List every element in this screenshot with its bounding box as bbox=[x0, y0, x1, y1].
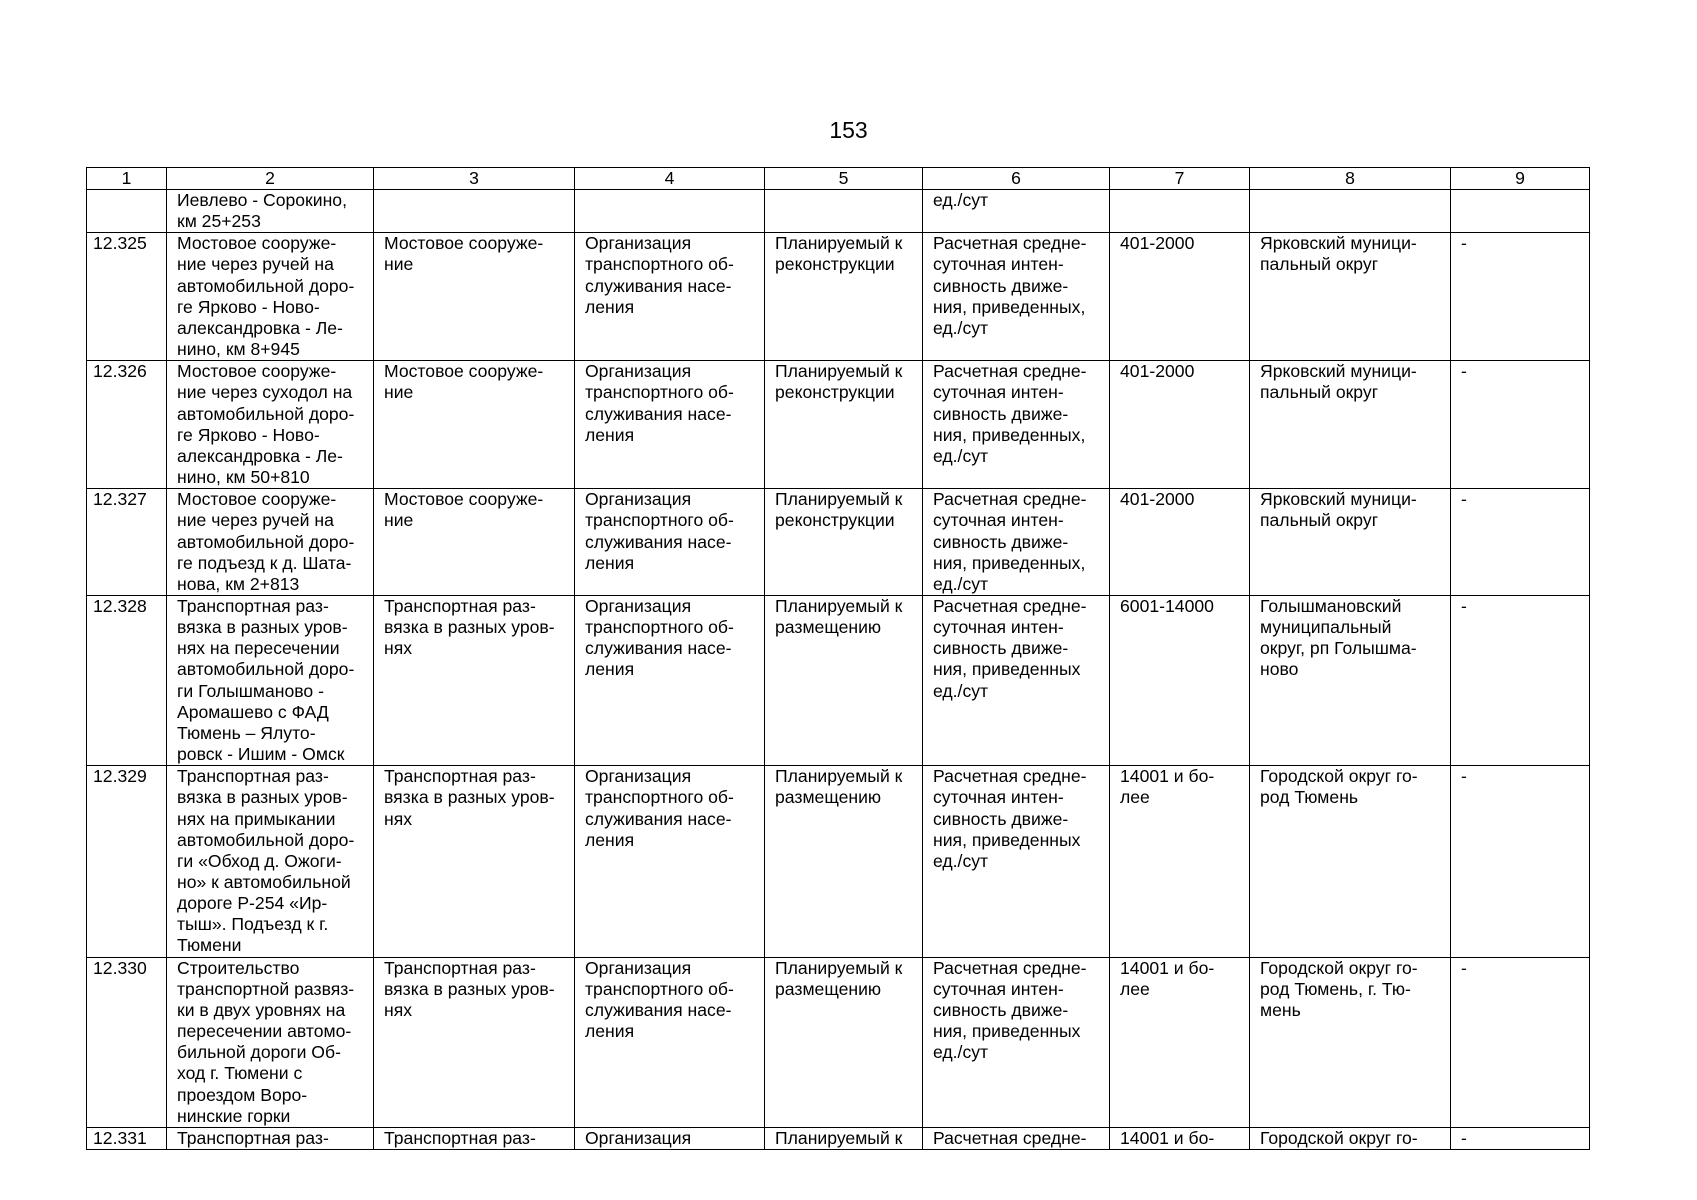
cell-number bbox=[87, 595, 167, 765]
cell-text-line: автомобильной доро- bbox=[177, 531, 355, 552]
cell-text-line: ге Ярково - Ново- bbox=[177, 296, 320, 317]
cell-text-line: муниципальный bbox=[1260, 617, 1392, 638]
cell-purpose bbox=[575, 957, 765, 1127]
cell-text-line: служивания насе- bbox=[585, 275, 732, 296]
cell-text-line: Тюмени bbox=[177, 935, 242, 956]
cell-text-line: ления bbox=[585, 829, 635, 850]
cell-text-line: Транспортная раз- bbox=[177, 766, 329, 787]
cell-text-line: Транспортная раз- bbox=[384, 957, 536, 978]
cell-text-line: ления bbox=[585, 659, 635, 680]
cell-text-line: вязка в разных уров- bbox=[384, 978, 555, 999]
cell-text-line: Мостовое сооруже- bbox=[384, 361, 544, 382]
cell-text-line: ед./сут bbox=[933, 190, 989, 210]
cell-text-line: лее bbox=[1120, 978, 1150, 999]
cell-zone bbox=[1451, 190, 1590, 233]
cell-status bbox=[765, 1127, 923, 1149]
column-header: 5 bbox=[765, 168, 923, 190]
cell-text-line: км 25+253 bbox=[177, 211, 261, 232]
cell-text-line: Планируемый к bbox=[775, 233, 903, 254]
cell-text-line: сивность движе- bbox=[933, 275, 1069, 296]
cell-text-line: ге подъезд к д. Шата- bbox=[177, 552, 352, 573]
cell-purpose bbox=[575, 190, 765, 233]
cell-text-line: 12.327 bbox=[93, 489, 147, 510]
cell-purpose bbox=[575, 361, 765, 489]
cell-text-line: нинские горки bbox=[177, 1105, 291, 1126]
cell-status bbox=[765, 766, 923, 957]
cell-text-line: транспортного об- bbox=[585, 978, 734, 999]
cell-text-line: размещению bbox=[775, 978, 882, 999]
cell-text-line: транспортного об- bbox=[585, 382, 734, 403]
cell-text-line: транспортного об- bbox=[585, 254, 734, 275]
cell-text-line: суточная интен- bbox=[933, 978, 1064, 999]
cell-text-line: сивность движе- bbox=[933, 999, 1069, 1020]
cell-type bbox=[374, 766, 575, 957]
cell-text-line: Планируемый к bbox=[775, 595, 903, 616]
cell-text-line: пальный округ bbox=[1260, 254, 1379, 275]
column-header: 4 bbox=[575, 168, 765, 190]
cell-text-line: - bbox=[1461, 766, 1467, 787]
cell-text-line: 12.328 bbox=[93, 595, 147, 616]
page-number: 153 bbox=[829, 117, 868, 143]
column-header: 1 bbox=[87, 168, 167, 190]
cell-purpose bbox=[575, 233, 765, 361]
cell-text-line: ние bbox=[384, 510, 414, 531]
column-header: 2 bbox=[167, 168, 374, 190]
cell-text-line: Транспортная раз- bbox=[384, 595, 536, 616]
cell-type bbox=[374, 190, 575, 233]
cell-location bbox=[1250, 489, 1451, 596]
cell-text-line: 12.329 bbox=[93, 766, 147, 787]
column-header: 8 bbox=[1250, 168, 1451, 190]
cell-characteristic-value bbox=[1110, 957, 1250, 1127]
cell-text-line: Городской округ го- bbox=[1260, 1127, 1418, 1148]
cell-text-line: Ярковский муници- bbox=[1260, 233, 1417, 254]
cell-text-line: Планируемый к bbox=[775, 957, 903, 978]
cell-text-line: размещению bbox=[775, 787, 882, 808]
cell-text-line: Планируемый к bbox=[775, 766, 903, 787]
column-header: 3 bbox=[374, 168, 575, 190]
cell-text-line: 12.331 bbox=[93, 1127, 147, 1148]
cell-characteristic-name bbox=[923, 361, 1110, 489]
cell-text-line: мень bbox=[1260, 999, 1301, 1020]
cell-name bbox=[167, 1127, 374, 1149]
cell-text-line: транспортного об- bbox=[585, 617, 734, 638]
cell-text-line: ние через суходол на bbox=[177, 382, 353, 403]
cell-text-line: автомобильной доро- bbox=[177, 829, 355, 850]
cell-text-line: проездом Воро- bbox=[177, 1084, 308, 1105]
cell-characteristic-name bbox=[923, 957, 1110, 1127]
cell-text-line: ед./сут bbox=[933, 1042, 989, 1063]
cell-text-line: служивания насе- bbox=[585, 531, 732, 552]
cell-characteristic-name bbox=[923, 766, 1110, 957]
cell-text-line: Расчетная средне- bbox=[933, 957, 1087, 978]
cell-text-line: сивность движе- bbox=[933, 638, 1069, 659]
cell-text-line: Планируемый к bbox=[775, 489, 903, 510]
cell-text-line: Организация bbox=[585, 595, 692, 616]
table-body bbox=[87, 190, 1590, 1150]
cell-name bbox=[167, 190, 374, 233]
cell-number bbox=[87, 361, 167, 489]
cell-text-line: Организация bbox=[585, 361, 692, 382]
cell-text-line: Расчетная средне- bbox=[933, 233, 1087, 254]
cell-status bbox=[765, 957, 923, 1127]
cell-type bbox=[374, 489, 575, 596]
cell-status bbox=[765, 233, 923, 361]
cell-text-line: Строительство bbox=[177, 957, 300, 978]
cell-text-line: нях на пересечении bbox=[177, 638, 340, 659]
cell-text-line: - bbox=[1461, 595, 1467, 616]
cell-characteristic-name bbox=[923, 190, 1110, 233]
cell-text-line: автомобильной доро- bbox=[177, 659, 355, 680]
cell-text-line: вязка в разных уров- bbox=[384, 617, 555, 638]
cell-text-line: бильной дороги Об- bbox=[177, 1042, 341, 1063]
cell-location bbox=[1250, 1127, 1451, 1149]
cell-zone bbox=[1451, 595, 1590, 765]
cell-characteristic-name bbox=[923, 1127, 1110, 1149]
cell-text-line: ги «Обход д. Ожоги- bbox=[177, 850, 342, 871]
cell-characteristic-value bbox=[1110, 489, 1250, 596]
cell-text-line: Организация bbox=[585, 233, 692, 254]
cell-text-line: 401-2000 bbox=[1120, 361, 1195, 382]
cell-name bbox=[167, 766, 374, 957]
cell-text-line: вязка в разных уров- bbox=[384, 787, 555, 808]
cell-text-line: александровка - Ле- bbox=[177, 445, 343, 466]
cell-text-line: 14001 и бо- bbox=[1120, 1127, 1215, 1148]
cell-text-line: Мостовое сооруже- bbox=[384, 233, 544, 254]
cell-number bbox=[87, 766, 167, 957]
cell-text-line: Организация bbox=[585, 1127, 692, 1148]
cell-text-line: служивания насе- bbox=[585, 808, 732, 829]
cell-characteristic-value bbox=[1110, 361, 1250, 489]
cell-text-line: - bbox=[1461, 489, 1467, 510]
cell-characteristic-value bbox=[1110, 1127, 1250, 1149]
cell-zone bbox=[1451, 233, 1590, 361]
cell-text-line: суточная интен- bbox=[933, 510, 1064, 531]
cell-text-line: Транспортная раз- bbox=[384, 1127, 536, 1148]
cell-text-line: Тюмень – Ялуто- bbox=[177, 722, 316, 743]
cell-type bbox=[374, 957, 575, 1127]
cell-text-line: - bbox=[1461, 233, 1467, 254]
cell-text-line: округ, рп Голышма- bbox=[1260, 638, 1417, 659]
cell-text-line: 6001-14000 bbox=[1120, 595, 1214, 616]
cell-characteristic-name bbox=[923, 489, 1110, 596]
cell-text-line: суточная интен- bbox=[933, 382, 1064, 403]
cell-text-line: но» к автомобильной bbox=[177, 872, 351, 892]
table-row bbox=[87, 766, 1590, 957]
cell-text-line: ровск - Ишим - Омск bbox=[177, 744, 345, 765]
cell-text-line: Организация bbox=[585, 957, 692, 978]
cell-text-line: род Тюмень bbox=[1260, 787, 1359, 808]
cell-text-line: Иевлево - Сорокино, bbox=[177, 190, 347, 210]
cell-characteristic-name bbox=[923, 233, 1110, 361]
cell-text-line: автомобильной доро- bbox=[177, 403, 355, 424]
cell-text-line: ед./сут bbox=[933, 573, 989, 594]
cell-text-line: Транспортная раз- bbox=[177, 595, 329, 616]
cell-text-line: ния, приведенных bbox=[933, 1021, 1081, 1042]
cell-text-line: - bbox=[1461, 361, 1467, 382]
cell-text-line: суточная интен- bbox=[933, 787, 1064, 808]
cell-text-line: Расчетная средне- bbox=[933, 361, 1087, 382]
cell-purpose bbox=[575, 766, 765, 957]
cell-text-line: транспортного об- bbox=[585, 510, 734, 531]
cell-number bbox=[87, 957, 167, 1127]
column-header: 9 bbox=[1451, 168, 1590, 190]
cell-text-line: сивность движе- bbox=[933, 808, 1069, 829]
column-header: 6 bbox=[923, 168, 1110, 190]
cell-text-line: ние bbox=[384, 254, 414, 275]
table-row bbox=[87, 489, 1590, 596]
cell-text-line: Планируемый к bbox=[775, 361, 903, 382]
cell-text-line: ед./сут bbox=[933, 445, 989, 466]
cell-status bbox=[765, 190, 923, 233]
table-row bbox=[87, 957, 1590, 1127]
cell-text-line: ние bbox=[384, 382, 414, 403]
cell-text-line: Транспортная раз- bbox=[384, 766, 536, 787]
cell-text-line: служивания насе- bbox=[585, 999, 732, 1020]
cell-text-line: Мостовое сооруже- bbox=[177, 489, 337, 510]
cell-characteristic-value bbox=[1110, 190, 1250, 233]
cell-text-line: ход г. Тюмени с bbox=[177, 1063, 303, 1084]
cell-text-line: ки в двух уровнях на bbox=[177, 999, 346, 1020]
cell-text-line: Расчетная средне- bbox=[933, 766, 1087, 787]
cell-text-line: Мостовое сооруже- bbox=[177, 233, 337, 254]
cell-text-line: Голышмановский bbox=[1260, 595, 1402, 616]
cell-text-line: 12.325 bbox=[93, 233, 147, 254]
cell-text-line: нях bbox=[384, 999, 413, 1020]
cell-type bbox=[374, 1127, 575, 1149]
cell-text-line: Расчетная средне- bbox=[933, 1127, 1087, 1148]
cell-zone bbox=[1451, 766, 1590, 957]
cell-text-line: ед./сут bbox=[933, 317, 989, 338]
cell-characteristic-value bbox=[1110, 766, 1250, 957]
cell-text-line: Организация bbox=[585, 766, 692, 787]
cell-characteristic-name bbox=[923, 595, 1110, 765]
cell-text-line: тыш». Подъезд к г. bbox=[177, 914, 329, 935]
cell-text-line: транспортного об- bbox=[585, 787, 734, 808]
cell-text-line: - bbox=[1461, 957, 1467, 978]
table-row bbox=[87, 595, 1590, 765]
cell-text-line: Ярковский муници- bbox=[1260, 489, 1417, 510]
cell-text-line: 12.326 bbox=[93, 361, 147, 382]
cell-text-line: ед./сут bbox=[933, 850, 989, 871]
cell-name bbox=[167, 233, 374, 361]
table-row bbox=[87, 190, 1590, 233]
cell-text-line: реконструкции bbox=[775, 510, 895, 531]
cell-characteristic-value bbox=[1110, 595, 1250, 765]
cell-type bbox=[374, 233, 575, 361]
cell-purpose bbox=[575, 1127, 765, 1149]
cell-zone bbox=[1451, 957, 1590, 1127]
cell-text-line: ние через ручей на bbox=[177, 510, 334, 531]
cell-text-line: нино, км 8+945 bbox=[177, 339, 300, 360]
cell-text-line: Аромашево с ФАД bbox=[177, 701, 329, 722]
cell-status bbox=[765, 489, 923, 596]
cell-text-line: ления bbox=[585, 552, 635, 573]
cell-location bbox=[1250, 361, 1451, 489]
cell-status bbox=[765, 361, 923, 489]
cell-location bbox=[1250, 957, 1451, 1127]
cell-text-line: дороге Р-254 «Ир- bbox=[177, 893, 328, 914]
cell-text-line: 12.330 bbox=[93, 957, 147, 978]
cell-text-line: Мостовое сооруже- bbox=[177, 361, 337, 382]
cell-text-line: суточная интен- bbox=[933, 617, 1064, 638]
cell-text-line: Ярковский муници- bbox=[1260, 361, 1417, 382]
cell-location bbox=[1250, 190, 1451, 233]
cell-text-line: ления bbox=[585, 424, 635, 445]
cell-text-line: ново bbox=[1260, 659, 1299, 680]
cell-name bbox=[167, 957, 374, 1127]
table-row bbox=[87, 233, 1590, 361]
cell-text-line: ния, приведенных, bbox=[933, 296, 1086, 317]
cell-text-line: ния, приведенных bbox=[933, 829, 1081, 850]
cell-text-line: служивания насе- bbox=[585, 638, 732, 659]
cell-characteristic-value bbox=[1110, 233, 1250, 361]
cell-text-line: служивания насе- bbox=[585, 403, 732, 424]
cell-text-line: ления bbox=[585, 1021, 635, 1042]
cell-text-line: автомобильной доро- bbox=[177, 275, 355, 296]
cell-location bbox=[1250, 766, 1451, 957]
cell-zone bbox=[1451, 1127, 1590, 1149]
cell-text-line: ге Ярково - Ново- bbox=[177, 424, 320, 445]
cell-text-line: ления bbox=[585, 296, 635, 317]
cell-name bbox=[167, 489, 374, 596]
cell-text-line: нях bbox=[384, 808, 413, 829]
cell-text-line: реконструкции bbox=[775, 382, 895, 403]
cell-text-line: нова, км 2+813 bbox=[177, 573, 300, 594]
cell-location bbox=[1250, 595, 1451, 765]
cell-text-line: Транспортная раз- bbox=[177, 1127, 329, 1148]
cell-text-line: лее bbox=[1120, 787, 1150, 808]
cell-text-line: 14001 и бо- bbox=[1120, 766, 1215, 787]
cell-text-line: пересечении автомо- bbox=[177, 1021, 352, 1042]
cell-text-line: 401-2000 bbox=[1120, 233, 1195, 254]
cell-text-line: суточная интен- bbox=[933, 254, 1064, 275]
cell-text-line: Расчетная средне- bbox=[933, 489, 1087, 510]
cell-status bbox=[765, 595, 923, 765]
cell-type bbox=[374, 361, 575, 489]
column-header: 7 bbox=[1110, 168, 1250, 190]
cell-text-line: ния, приведенных, bbox=[933, 424, 1086, 445]
cell-location bbox=[1250, 233, 1451, 361]
cell-type bbox=[374, 595, 575, 765]
cell-text-line: нях на примыкании bbox=[177, 808, 336, 829]
cell-text-line: род Тюмень, г. Тю- bbox=[1260, 978, 1411, 999]
cell-text-line: сивность движе- bbox=[933, 403, 1069, 424]
cell-text-line: размещению bbox=[775, 617, 882, 638]
cell-text-line: вязка в разных уров- bbox=[177, 617, 348, 638]
cell-text-line: пальный округ bbox=[1260, 510, 1379, 531]
cell-number bbox=[87, 489, 167, 596]
cell-text-line: ния, приведенных, bbox=[933, 552, 1086, 573]
cell-text-line: транспортной развяз- bbox=[177, 978, 355, 999]
cell-text-line: - bbox=[1461, 1127, 1467, 1148]
cell-number bbox=[87, 190, 167, 233]
cell-text-line: ги Голышманово - bbox=[177, 680, 324, 701]
cell-text-line: пальный округ bbox=[1260, 382, 1379, 403]
table-row bbox=[87, 1127, 1590, 1149]
cell-number bbox=[87, 233, 167, 361]
cell-text-line: 14001 и бо- bbox=[1120, 957, 1215, 978]
cell-text-line: Городской округ го- bbox=[1260, 957, 1418, 978]
cell-purpose bbox=[575, 595, 765, 765]
cell-text-line: Планируемый к bbox=[775, 1127, 903, 1148]
cell-zone bbox=[1451, 489, 1590, 596]
table-header-row bbox=[87, 168, 1590, 190]
cell-text-line: вязка в разных уров- bbox=[177, 787, 348, 808]
cell-text-line: сивность движе- bbox=[933, 531, 1069, 552]
cell-text-line: александровка - Ле- bbox=[177, 317, 343, 338]
cell-text-line: ед./сут bbox=[933, 680, 989, 701]
cell-number bbox=[87, 1127, 167, 1149]
cell-text-line: нино, км 50+810 bbox=[177, 467, 310, 488]
cell-text-line: Городской округ го- bbox=[1260, 766, 1418, 787]
cell-name bbox=[167, 361, 374, 489]
cell-text-line: Расчетная средне- bbox=[933, 595, 1087, 616]
cell-zone bbox=[1451, 361, 1590, 489]
cell-name bbox=[167, 595, 374, 765]
table-row bbox=[87, 361, 1590, 489]
cell-text-line: ние через ручей на bbox=[177, 254, 334, 275]
cell-text-line: Мостовое сооруже- bbox=[384, 489, 544, 510]
cell-purpose bbox=[575, 489, 765, 596]
cell-text-line: 401-2000 bbox=[1120, 489, 1195, 510]
cell-text-line: нях bbox=[384, 638, 413, 659]
cell-text-line: ния, приведенных bbox=[933, 659, 1081, 680]
cell-text-line: реконструкции bbox=[775, 254, 895, 275]
data-table bbox=[86, 167, 1590, 1150]
cell-text-line: Организация bbox=[585, 489, 692, 510]
